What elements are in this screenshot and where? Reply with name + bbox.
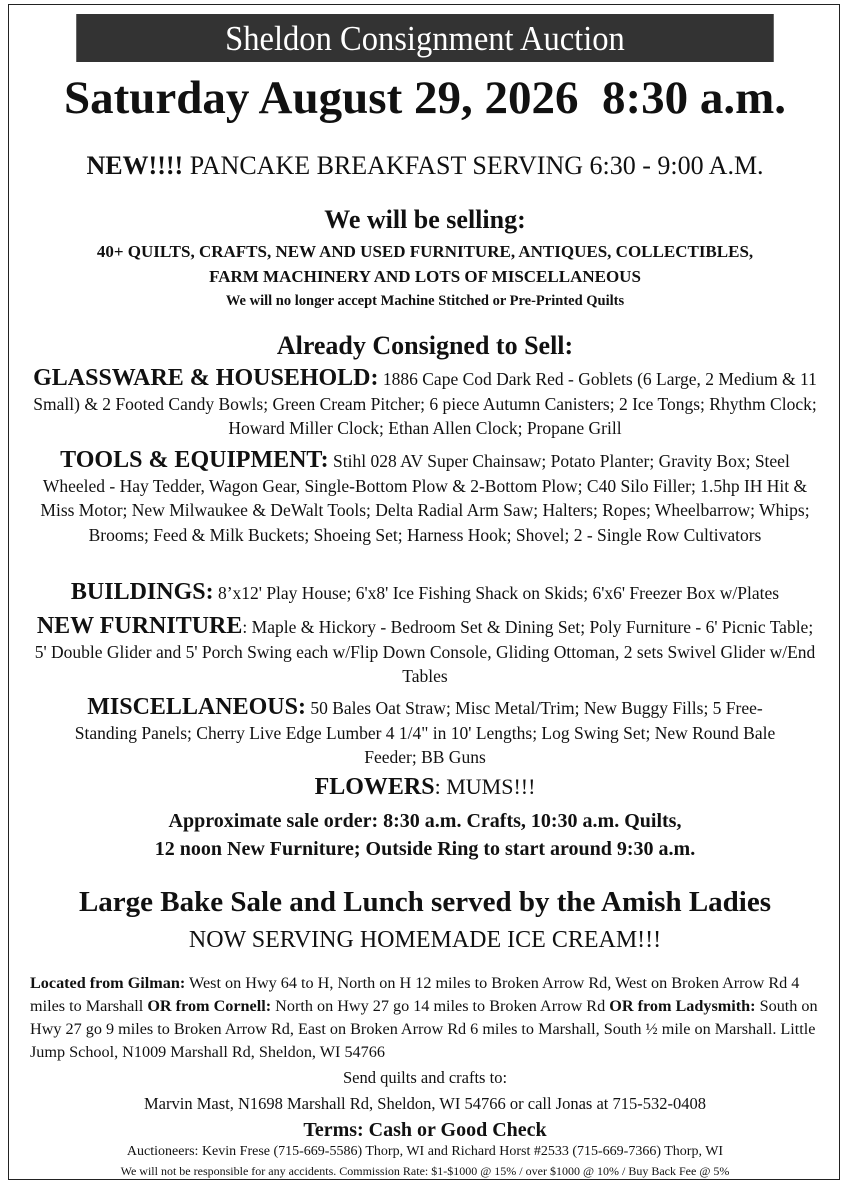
cornell-directions: North on Hwy 27 go 14 miles to Broken Arrow Rd (271, 997, 610, 1015)
auction-title-banner: Sheldon Consignment Auction (76, 14, 774, 62)
gilman-directions: West on Hwy 64 to H, North on H 12 miles to Broken Arrow Rd, West on Broken Arrow Rd 4 miles to Marshall (30, 974, 800, 1015)
sale-order-line-2: 12 noon New Furniture; Outside Ring to start around 9:30 a.m. (154, 838, 696, 860)
pancake-breakfast-line (0, 150, 850, 182)
consigned-heading: Already Consigned to Sell: (276, 331, 574, 360)
category-items: : Maple & Hickory - Bedroom Set & Dining Set; Poly Furniture - 6' Picnic Table; 5' Double Glider and 5' Porch Swing each w/Flip Down Console, Gliding Ottoman, 2 sets Swivel Glider w/End Tables (34, 617, 816, 686)
cornell-label: OR from Cornell: (147, 997, 272, 1015)
category-heading: BUILDINGS: (70, 579, 214, 605)
ice-cream-line: NOW SERVING HOMEMADE ICE CREAM!!! (188, 927, 662, 953)
quilt-policy-note: We will no longer accept Machine Stitched or Pre-Printed Quilts (225, 293, 625, 309)
category-buildings (20, 580, 830, 606)
new-label: NEW!!!! (86, 151, 184, 180)
category-new-furniture (30, 614, 820, 689)
directions-paragraph (30, 972, 820, 1064)
selling-line-2: FARM MACHINERY AND LOTS OF MISCELLANEOUS (209, 267, 641, 286)
terms-line: Terms: Cash or Good Check (303, 1119, 547, 1141)
category-items: 8’x12' Play House; 6'x8' Ice Fishing Shack on Skids; 6'x6' Freezer Box w/Plates (213, 583, 780, 603)
send-quilts-label: Send quilts and crafts to: (342, 1068, 508, 1087)
category-glassware (30, 366, 820, 441)
category-items: Stihl 028 AV Super Chainsaw; Potato Planter; Gravity Box; Steel Wheeled - Hay Tedder, Wagon Gear, Single-Bottom Plow & 2-Bottom Plow; C40 Silo Filler; 1.5hp IH Hit & Miss Motor; New Milwaukee & DeWalt Tools; Delta Radial Arm Saw; Halters; Ropes; Wheelbarrow; Whips; Brooms; Feed & Milk Buckets; Shoeing Set; Harness Hook; Shovel; 2 - Single Row Cultivators (40, 451, 810, 545)
category-flowers (30, 775, 820, 800)
selling-line-1: 40+ QUILTS, CRAFTS, NEW AND USED FURNITURE, ANTIQUES, COLLECTIBLES, (96, 242, 754, 261)
disclaimer-line: We will not be responsible for any accidents. Commission Rate: $1-$1000 @ 15% / over $1000 @ 10% / Buy Back Fee @ 5% (120, 1164, 730, 1178)
category-items: 50 Bales Oat Straw; Misc Metal/Trim; New Buggy Fills; 5 Free-Standing Panels; Cherry Live Edge Lumber 4 1/4" in 10' Lengths; Log Swing Set; New Round Bale Feeder; BB Guns (74, 698, 776, 767)
sale-order-line-1: Approximate sale order: 8:30 a.m. Crafts, 10:30 a.m. Quilts, (168, 810, 682, 832)
category-items: : MUMS!!! (434, 774, 536, 799)
category-heading: FLOWERS (314, 774, 435, 800)
ladysmith-label: OR from Ladysmith: (609, 997, 756, 1015)
send-quilts-address: Marvin Mast, N1698 Marshall Rd, Sheldon, WI 54766 or call Jonas at 715-532-0408 (144, 1094, 706, 1113)
category-heading: GLASSWARE & HOUSEHOLD: (33, 365, 379, 391)
ladysmith-directions: South on Hwy 27 go 9 miles to Broken Arrow Rd, East on Broken Arrow Rd 6 miles to Marshall, South ½ mile on Marshall. Little Jump School, N1009 Marshall Rd, Sheldon, WI 54766 (30, 997, 818, 1061)
gilman-label: Located from Gilman: (30, 974, 186, 992)
auction-date: Saturday August 29, 2026 8:30 a.m. (63, 72, 787, 124)
category-heading: TOOLS & EQUIPMENT: (60, 447, 329, 473)
selling-heading: We will be selling: (324, 205, 526, 234)
category-heading: NEW FURNITURE (36, 613, 243, 639)
bake-sale-heading: Large Bake Sale and Lunch served by the Amish Ladies (78, 886, 772, 918)
category-miscellaneous (60, 695, 790, 770)
category-items: 1886 Cape Cod Dark Red - Goblets (6 Large, 2 Medium & 11 Small) & 2 Footed Candy Bowls; Green Cream Pitcher; 6 piece Autumn Canisters; 2 Ice Tongs; Rhythm Clock; Howard Miller Clock; Ethan Allen Clock; Propane Grill (33, 369, 817, 438)
category-tools (30, 448, 820, 547)
category-heading: MISCELLANEOUS: (87, 694, 306, 720)
auctioneers-line: Auctioneers: Kevin Frese (715-669-5586) Thorp, WI and Richard Horst #2533 (715-669-7366) Thorp, WI (126, 1144, 724, 1159)
breakfast-text: PANCAKE BREAKFAST SERVING 6:30 - 9:00 A.M. (183, 151, 764, 180)
